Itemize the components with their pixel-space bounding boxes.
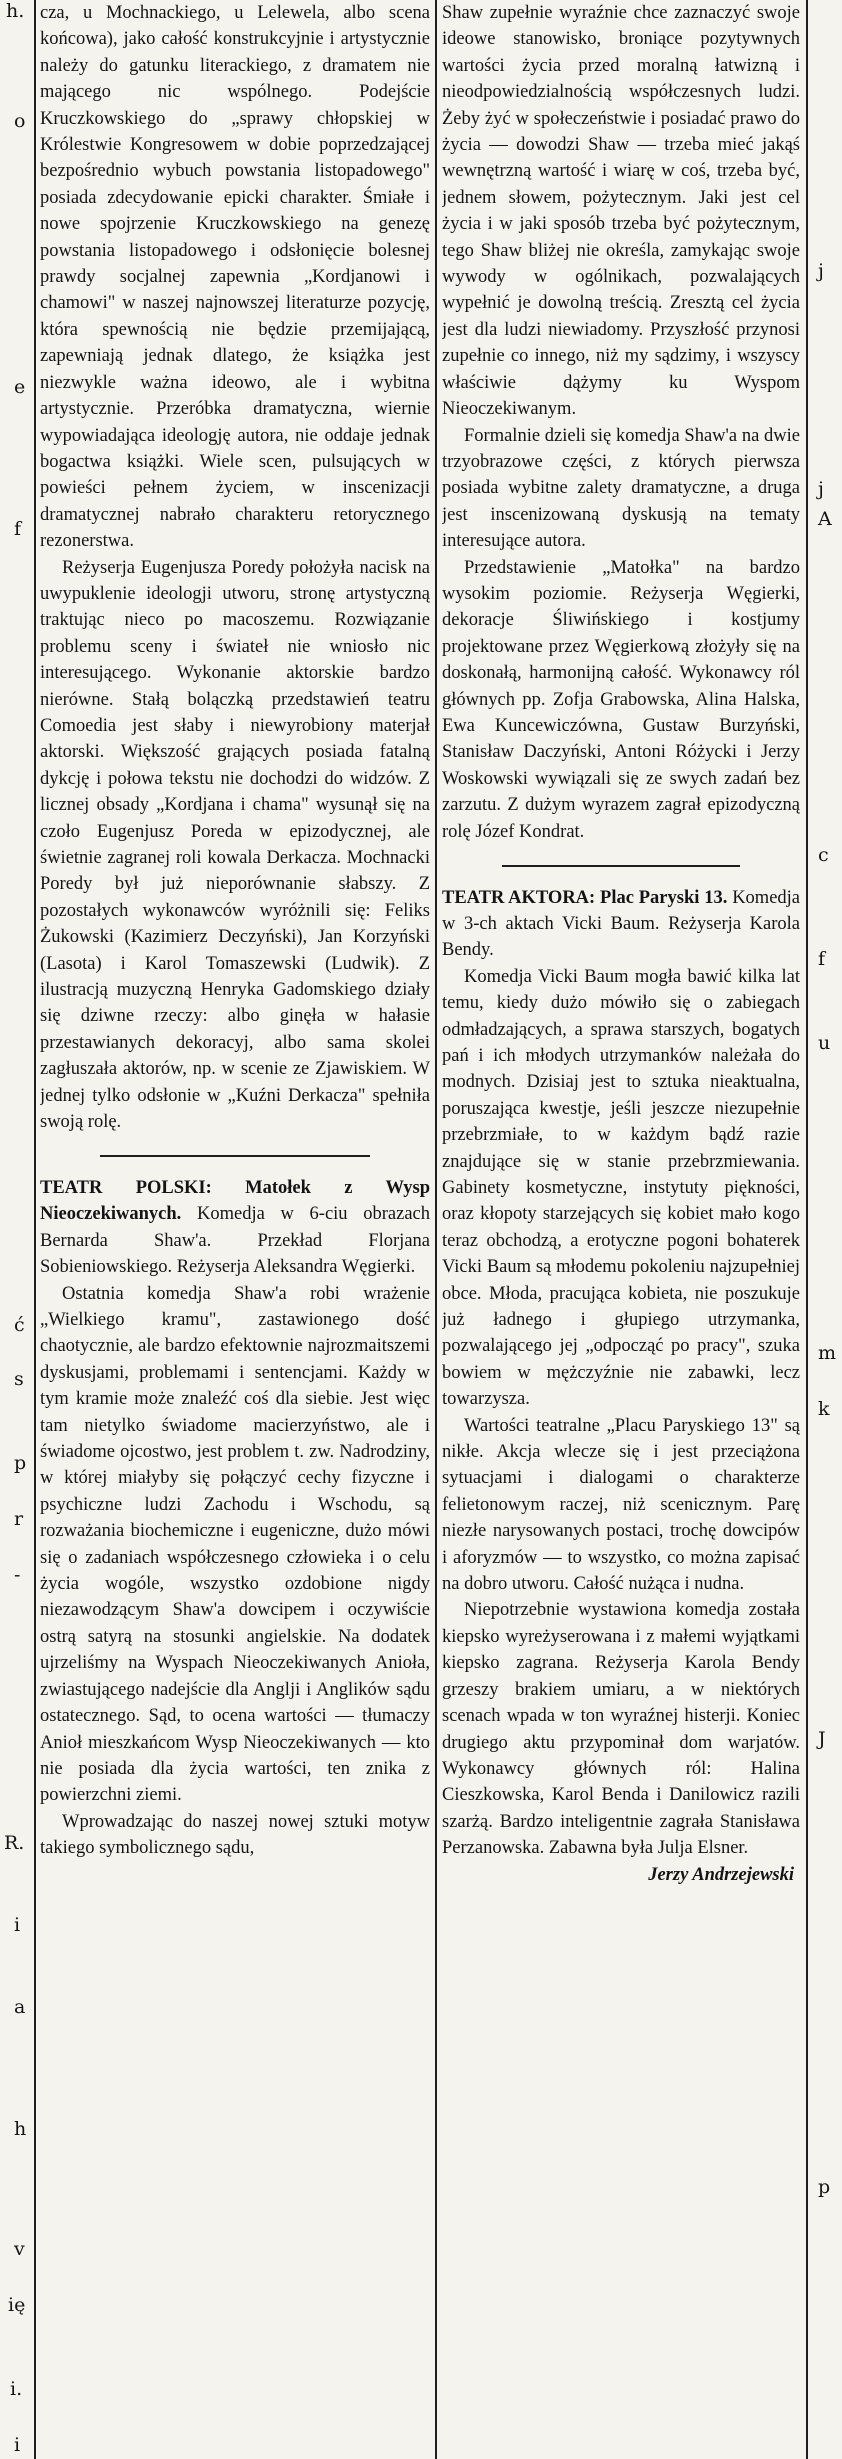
left-neighbor-column <box>0 0 30 2459</box>
article-paragraph: Shaw zupełnie wyraźnie chce zaznaczyć swoje ideowe stanowisko, broniące pozytywnych wartości życia przed moralną łatwizną i nieodpowiedzialnością współczesnych ludzi. Żeby żyć w społeczeństwie i posiadać prawo do życia — dowodzi Shaw — trzeba mieć jakąś wewnętrzną wartość i wiarę w coś, trzeba być, jednem słowem, pożytecznym. Jaki jest cel życia i w jaki sposób trzeba być pożytecznym, tego Shaw bliżej nie określa, zamykając swoje wywody w ogólnikach, pozwalających wypełnić je dowolną treścią. Zresztą cel życia jest dla ludzi niewiadomy. Przyszłość przynosi zupełnie co innego, niż my sądzimy, i wszyscy właściwie dążymy ku Wyspom Nieoczekiwanym. <box>442 3 800 420</box>
left-fragment: f <box>14 518 22 540</box>
left-fragment: i <box>14 2434 21 2456</box>
review-title: TEATR AKTORA: Plac Paryski 13. <box>442 887 728 908</box>
right-fragment: u <box>818 1032 831 1054</box>
left-fragment: r <box>14 1508 24 1530</box>
article-paragraph: Komedja Vicki Baum mogła bawić kilka lat temu, kiedy dużo mówiło się o zabiegach odmładzających, a sprawa starszych, bogatych pań i ich młodych utrzymanków należała do modnych. Dzisiaj jest to sztuka nieaktualna, poruszająca kwestje, jeśli jeszcze niezupełnie przebrzmiałe, to w każdym bądź razie znajdujące się w stanie przebrzmiewania. Gabinety kosmetyczne, instytuty piękności, oraz kłopoty starzejących się kobiet mało kogo teraz obchodzą, a erotyczne pogoni bohaterek Vicki Baum są młodemu pokoleniu najzupełniej obce. Młoda, pracująca kobieta, nie poszukuje już ładnego i głupiego utrzymanka, pozwalającego jej „odpocząć po pracy", szuka bowiem w mężczyźnie nie zabawki, lecz towarzysza. <box>442 966 800 1410</box>
article-paragraph: Niepotrzebnie wystawiona komedja została kiepsko wyreżyserowana i z małemi wyjątkami kiepsko zagrana. Reżyserja Karola Bendy grzeszy brakiem umiaru, a w niektórych scenach wpada w ton wyraźnej histerji. Koniec drugiego aktu przypominał dom warjatów. Wykonawcy głównych ról: Halina Cieszkowska, Karol Benda i Danilowicz razili szarżą. Bardzo inteligentnie zagrała Stanisława Perzanowska. Zabawna była Julja Elsner. <box>442 1600 800 1859</box>
section-divider <box>100 1155 370 1157</box>
column-rule-middle <box>435 0 437 2459</box>
review-heading-teatr-aktora <box>442 885 800 964</box>
right-neighbor-column <box>810 0 842 2459</box>
right-fragment: j <box>818 260 824 282</box>
left-fragment: ć <box>14 1314 25 1336</box>
column-rule-left <box>34 0 36 2459</box>
left-fragment: - <box>14 1564 21 1586</box>
right-fragment: p <box>818 2176 831 2198</box>
article-paragraph: Wprowadzając do naszej nowej sztuki motyw takiego symbolicznego sądu, <box>40 1811 430 1859</box>
left-fragment: v <box>14 2238 25 2260</box>
left-fragment: e <box>14 376 26 398</box>
article-paragraph: Wartości teatralne „Placu Paryskiego 13" są nikłe. Akcja wlecze się i jest przeciążona sytuacjami i dialogami o charakterze felietonowym raczej, niż scenicznym. Parę niezłe narysowanych postaci, trochę dowcipów i aforyzmów — to wszystko, co można zapisać na dobro utworu. Całość nużąca i nudna. <box>442 1415 800 1595</box>
right-fragment: f <box>818 948 826 970</box>
review-details: Komedja w 6-ciu obrazach Bernarda Shaw'a. Przekład Florjana Sobieniowskiego. Reżyserja Aleksandra Węgierki. <box>40 1204 430 1278</box>
review-details: Komedja w 3-ch aktach Vicki Baum. Reżyserja Karola Bendy. <box>442 887 800 961</box>
section-divider <box>502 865 740 867</box>
right-fragment: c <box>818 844 829 866</box>
left-fragment: i. <box>10 2378 23 2400</box>
review-title: TEATR POLSKI: Matołek z Wysp Nieoczekiwanych. <box>40 1177 430 1225</box>
article-paragraph: Formalnie dzieli się komedja Shaw'a na dwie trzyobrazowe części, z których pierwsza posiada wybitne zalety dramatyczne, a druga jest inscenizowaną dyskusją na tematy interesujące autora. <box>442 425 800 552</box>
article-paragraph: Ostatnia komedja Shaw'a robi wrażenie „Wielkiego kramu", zastawionego dość chaotycznie, ale bardzo efektownie najrozmaitszemi dyskusjami, problemami i sentencjami. Każdy w tym kramie może znaleźć coś dla siebie. Jest więc tam nietylko świadome macierzyństwo, ale i świadome ojcostwo, jest problem t. zw. Nadrodziny, w której miałyby się połączyć cechy fizyczne i psychiczne ludzi Zachodu i Wschodu, są rozważania biochemiczne i eugeniczne, dużo mówi się o zadaniach współczesnego człowieka i o celu życia wogóle, wszystko ozdobione nigdy niezawodzącym Shaw'a dowcipem i oczywiście ostrą satyrą na stosunki angielskie. Na dodatek ujrzeliśmy na Wyspach Nieoczekiwanych Anioła, zwiastującego nadejście dla Anglji i Anglików sądu ostatecznego. Sąd, to ocena wartości — tłumaczy Anioł mieszkańcom Wysp Nieoczekiwanych — kto nie posiada dla życia wartości, ten znika z powierzchni ziemi. <box>40 1283 430 1806</box>
left-fragment: a <box>14 1996 26 2018</box>
article-paragraph: Reżyserja Eugenjusza Poredy położyła nacisk na uwypuklenie ideologji utworu, stronę artystyczną traktując nieco po macoszemu. Rozwiązanie problemu sceny i świateł nie wniosło nic interesującego. Wykonanie aktorskie bardzo nierówne. Stałą bolączką przedstawień teatru Comoedia jest słaby i niewyrobiony materjał aktorski. Większość grających posiada fatalną dykcję i połowa tekstu nie dochodzi do widzów. Z licznej obsady „Kordjana i chama" wysunął się na czoło Eugenjusz Poreda w epizodycznej, ale świetnie zagranej roli kowala Derkacza. Mochnacki Poredy był już nieporównanie słabszy. Z pozostałych wykonawców wyróżnili się: Feliks Żukowski (Kazimierz Deczyński), Jan Korzyński (Lasota) i Karol Tomaszewski (Ludwik). Z ilustracją muzyczną Henryka Gadomskiego działy się dziwne rzeczy: albo ginęła w hałasie przestawianych dekoracyj, albo sama skolei zagłuszała aktorów, np. w scenie ze Zjawiskiem. W jednej tylko odsłonie w „Kuźni Derkacza" spełniła swoją rolę. <box>40 557 430 1133</box>
author-byline: Jerzy Andrzejewski <box>648 1864 794 1885</box>
left-fragment: p <box>14 1452 27 1474</box>
left-fragment: h <box>14 2118 27 2140</box>
left-fragment: ię <box>8 2294 26 2316</box>
left-fragment: i <box>14 1914 21 1936</box>
left-fragment: h. <box>6 0 25 22</box>
article-column-1 <box>40 0 430 2459</box>
review-heading-teatr-polski <box>40 1175 430 1281</box>
article-column-2 <box>442 0 800 2459</box>
column-rule-right <box>806 0 808 2459</box>
article-paragraph: Przedstawienie „Matołka" na bardzo wysokim poziomie. Reżyserja Węgierki, dekoracje Śliwińskiego i kostjumy projektowane przez Węgierkową złożyły się na doskonałą, harmonijną całość. Wykonawcy ról głównych pp. Zofja Grabowska, Alina Halska, Ewa Kuncewiczówna, Gustaw Burzyński, Stanisław Daczyński, Antoni Różycki i Jerzy Woskowski wywiązali się ze swych zadań bez zarzutu. Z dużym wyrazem zagrał epizodyczną rolę Józef Kondrat. <box>442 557 800 842</box>
article-paragraph: cza, u Mochnackiego, u Lelewela, albo scena końcowa), jako całość konstrukcyjnie i artystycznie należy do gatunku literackiego, z dramatem nie mającego nic wspólnego. Podejście Kruczkowskiego do „sprawy chłopskiej w Królestwie Kongresowem w dobie poprzedzającej bezpośrednio wybuch powstania listopadowego" posiada zdecydowanie epicki charakter. Śmiałe i nowe spojrzenie Kruczkowskiego na genezę powstania listopadowego i odsłonięcie bolesnej prawdy socjalnej zapewnia „Kordjanowi i chamowi" w naszej najnowszej literaturze pozycję, która spewnością nie będzie przemijającą, zapewniają jednak dlatego, że książka jest niezwykle ważna ideowo, ale i wybitna artystycznie. Przeróbka dramatyczna, wiernie wypowiadająca ideologję autora, nie oddaje jednak bogactwa książki. Wiele scen, pulsujących w powieści pełnem życiem, w inscenizacji dramatycznej nabrało charakteru retorycznego rezonerstwa. <box>40 3 430 552</box>
left-fragment: s <box>14 1368 24 1390</box>
left-fragment: R. <box>4 1832 25 1854</box>
left-fragment: o <box>14 110 26 132</box>
right-fragment: J <box>818 1728 826 1750</box>
right-fragment: j <box>818 478 824 500</box>
right-fragment: k <box>818 1398 830 1420</box>
right-fragment: m <box>818 1342 837 1364</box>
right-fragment: A <box>818 508 832 530</box>
